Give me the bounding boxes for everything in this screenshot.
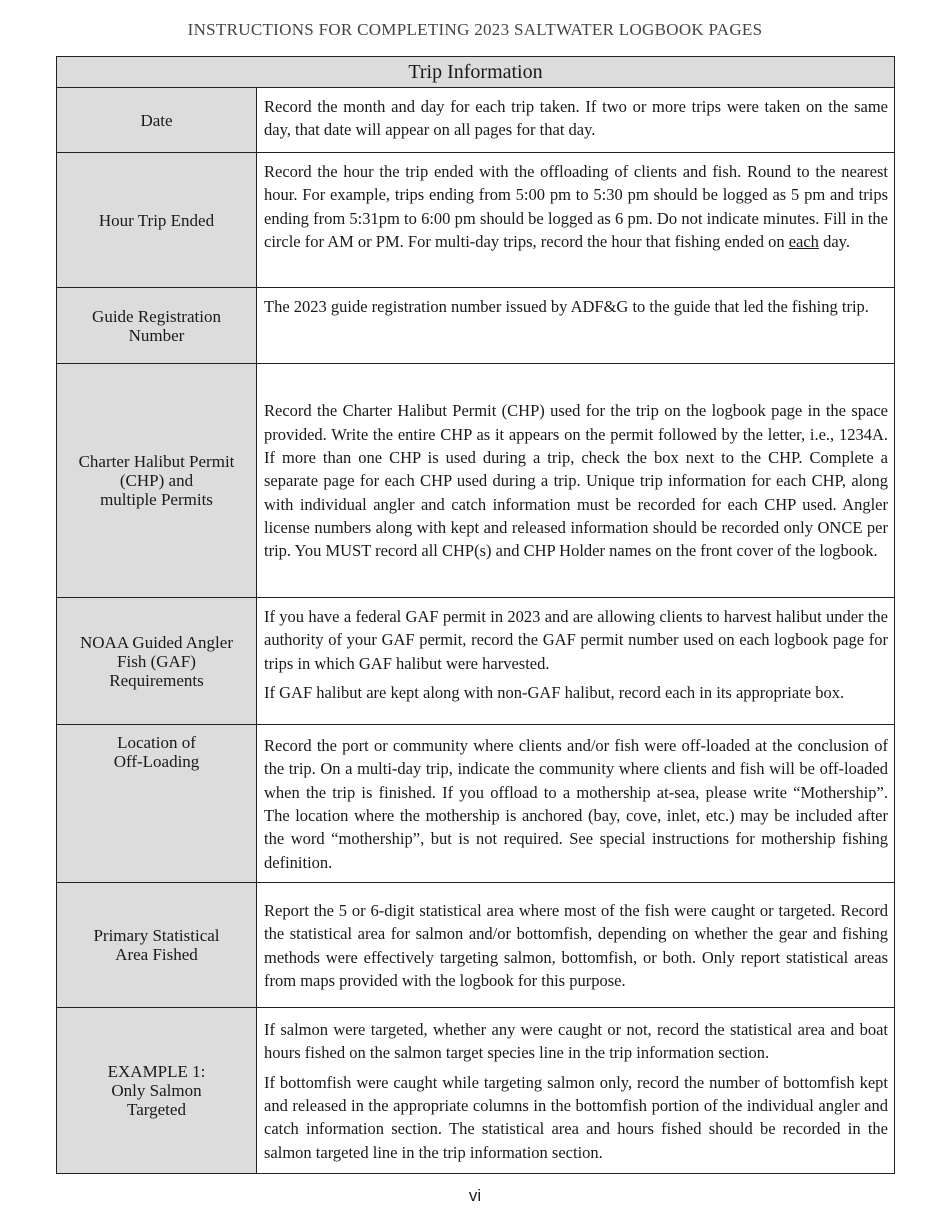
row-label: Guide Registration Number <box>57 288 257 363</box>
row-label: Date <box>57 88 257 152</box>
row-label: NOAA Guided Angler Fish (GAF) Requirements <box>57 598 257 724</box>
row-label: Hour Trip Ended <box>57 153 257 287</box>
row-content <box>257 88 894 152</box>
row-content <box>257 883 894 1007</box>
trip-information-table <box>56 56 895 1174</box>
page-number: vi <box>468 1186 482 1205</box>
document-title: INSTRUCTIONS FOR COMPLETING 2023 SALTWATER LOGBOOK PAGES <box>187 20 763 39</box>
paragraph: If you have a federal GAF permit in 2023 and are allowing clients to harvest halibut under the authority of your GAF permit, record the GAF permit number used on each logbook page for trips in which GAF halibut were harvested. <box>264 607 888 673</box>
paragraph: Record the port or community where clients and/or fish were off-loaded at the conclusion of the trip. On a multi-day trip, indicate the community where clients and fish will be off-loaded when the trip is finished. If you offload to a mothership at-sea, please write “Mothership”. The location where the mothership is anchored (bay, cove, inlet, etc.) may be included after the word “mothership”, but is not required. See special instructions for mothership fishing definition. <box>264 736 888 872</box>
table-header: Trip Information <box>57 57 894 88</box>
paragraph: If GAF halibut are kept along with non-GAF halibut, record each in its appropriate box. <box>264 682 845 702</box>
row-content <box>257 288 894 363</box>
paragraph: If salmon were targeted, whether any were caught or not, record the statistical area and boat hours fished on the salmon target species line in the trip information section. <box>264 1020 888 1063</box>
paragraph: The 2023 guide registration number issued by ADF&G to the guide that led the fishing trip. <box>264 297 869 316</box>
row-charter-halibut-permit <box>57 364 894 598</box>
row-label: Charter Halibut Permit (CHP) and multiple Permits <box>57 364 257 597</box>
row-content <box>257 725 894 882</box>
row-label: Location of Off-Loading <box>57 725 257 882</box>
row-hour-trip-ended <box>57 153 894 288</box>
row-label: EXAMPLE 1: Only Salmon Targeted <box>57 1008 257 1173</box>
row-date <box>57 88 894 153</box>
row-guide-registration-number <box>57 288 894 364</box>
row-primary-statistical-area <box>57 883 894 1008</box>
row-example-1 <box>57 1008 894 1173</box>
paragraph-tail: day. <box>818 231 850 251</box>
paragraph: Record the month and day for each trip taken. If two or more trips were taken on the same day, that date will appear on all pages for that day. <box>264 97 888 140</box>
row-content <box>257 153 894 287</box>
paragraph: Report the 5 or 6-digit statistical area where most of the fish were caught or targeted. Record the statistical area for salmon and/or bottomfish, depending on whether the gear and fishing methods were effectively targeting salmon, bottomfish, or both. Only report statistical areas from maps provided with the logbook for this purpose. <box>264 900 888 990</box>
paragraph: If bottomfish were caught while targeting salmon only, record the number of bottomfish kept and released in the appropriate columns in the bottomfish portion of the individual angler and catch information section. The statistical area and hours fished should be recorded in the salmon targeted line in the trip information section. <box>264 1072 888 1162</box>
row-content <box>257 1008 894 1173</box>
row-content <box>257 364 894 597</box>
paragraph-text: Record the hour the trip ended with the offloading of clients and fish. Round to the nearest hour. For example, trips ending from 5:00 pm to 5:30 pm should be logged as 5 pm and trips ending from 5:31pm to 6:00 pm should be logged as 6 pm. Do not indicate minutes. Fill in the circle for AM or PM. For multi-day trips, record the hour that fishing ended on <box>264 162 888 251</box>
paragraph: Record the Charter Halibut Permit (CHP) used for the trip on the logbook page in the space provided. Write the entire CHP as it appears on the permit followed by the letter, i.e., 1234A. If more than one CHP is used during a trip, check the box next to the CHP. Complete a separate page for each CHP used during a trip. Unique trip information for each CHP, along with individual angler and catch information must be recorded for each CHP used. Angler license numbers along with kept and released information should be recorded only ONCE per trip. You MUST record all CHP(s) and CHP Holder names on the front cover of the logbook. <box>264 401 888 561</box>
row-label: Primary Statistical Area Fished <box>57 883 257 1007</box>
row-content <box>257 598 894 724</box>
row-noaa-gaf-requirements <box>57 598 894 725</box>
paragraph <box>264 160 888 253</box>
row-location-of-off-loading <box>57 725 894 883</box>
underlined-word: each <box>788 231 819 251</box>
